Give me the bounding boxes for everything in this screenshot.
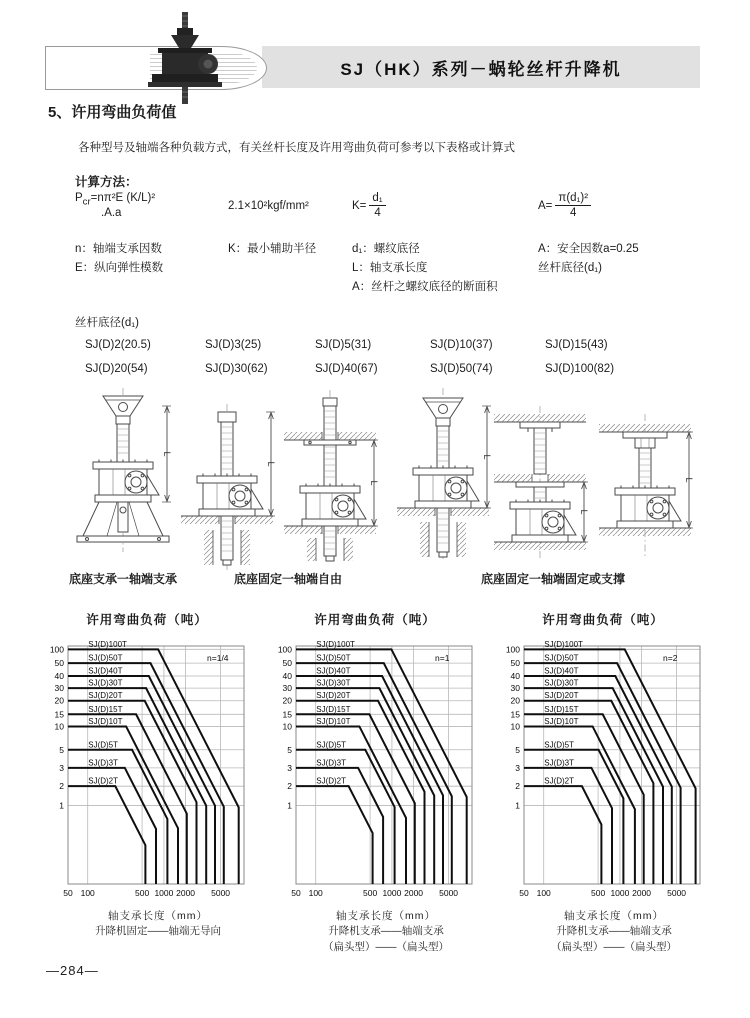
definition-line: d₁：螺纹底径 [352,243,420,255]
series-label: SJ(D)2T [544,776,575,786]
definition-line: E：纵向弹性模数 [75,262,164,274]
chart-title: 许用弯曲负荷（吨） [314,613,436,627]
series-label: SJ(D)3T [88,758,119,768]
formula-a: A= $\frac{\text{π(d₁)²}}{4}$ [538,192,700,219]
chart-footer-line: 升降机支承——轴端支承 [556,925,672,937]
y-axis-tick: 50 [510,658,520,669]
chart-x-axis-label: 轴支承长度（mm） [564,910,664,922]
definition-line: L：轴支承长度 [352,262,428,274]
y-axis-tick: 1 [59,800,64,811]
table-cell: SJ(D)50(74) [430,363,493,375]
y-axis-tick: 1 [287,800,292,811]
y-axis-tick: 2 [515,781,520,792]
page-number: —284— [46,963,99,978]
series-label: SJ(D)100T [544,639,583,649]
table-cell: SJ(D)15(43) [545,339,608,351]
series-label: SJ(D)10T [316,716,351,726]
x-axis-tick: 1000 [382,888,402,898]
y-axis-tick: 5 [287,744,292,755]
symbol-definitions [75,240,700,297]
series-label: SJ(D)3T [316,758,347,768]
definition-line: n：轴端支承因数 [75,243,162,255]
series-label: SJ(D)30T [88,678,123,688]
defs-col-4 [538,240,700,297]
chart-x-axis-label: 轴支承长度（mm） [108,910,208,922]
method-heading: 计算方法： [75,175,138,189]
y-axis-tick: 15 [282,709,292,720]
table-cell: SJ(D)20(54) [85,363,148,375]
series-label: SJ(D)10T [544,716,579,726]
table-cell: SJ(D)10(37) [430,339,493,351]
x-axis-tick: 100 [536,888,551,898]
series-curve [68,786,145,884]
y-axis-tick: 30 [54,683,64,694]
defs-col-1 [75,240,228,297]
drawing-caption-1: 底座支承一轴端支承 [68,572,178,586]
y-axis-tick: 5 [59,744,64,755]
series-curve [68,714,187,884]
chart-plot [38,632,250,902]
dimension-label: L [369,480,379,486]
x-axis-tick: 500 [363,888,378,898]
definition-line: 丝杆底径(d₁) [538,262,602,274]
x-axis-tick: 1000 [154,888,174,898]
series-curve [296,750,395,884]
formula-pcr: $P_{cr}=n\pi^2E$ (K/L)² .A.a [75,192,156,220]
chart-title: 许用弯曲负荷（吨） [86,613,208,627]
chart-footer [494,923,712,955]
definition-line: A：安全因数a=0.25 [538,243,639,255]
series-label: SJ(D)50T [544,653,579,663]
x-axis-tick: 50 [291,888,301,898]
series-label: SJ(D)100T [88,639,127,649]
x-axis-tick: 1000 [610,888,630,898]
series-label: SJ(D)100T [316,639,355,649]
y-axis-tick: 50 [282,658,292,669]
x-axis-tick: 5000 [211,888,231,898]
series-label: SJ(D)20T [316,691,351,701]
x-axis-tick: 50 [519,888,529,898]
bend-load-chart-n2 [494,610,712,955]
series-label: SJ(D)3T [544,758,575,768]
dimension-label: L [482,454,492,460]
series-label: SJ(D)15T [316,704,351,714]
y-axis-tick: 100 [277,644,292,655]
screw-diameter-heading: 丝杆底径(d₁) [75,317,139,329]
series-label: SJ(D)15T [88,704,123,714]
drawing-caption-2: 底座固定一轴端自由 [233,572,343,586]
series-label: SJ(D)30T [544,678,579,688]
series-label: SJ(D)5T [544,740,575,750]
y-axis-tick: 20 [282,695,292,706]
y-axis-tick: 5 [515,744,520,755]
intro-text: 各种型号及轴端各种负载方式，有关丝杆长度及许用弯曲负荷可参考以下表格或计算式 [78,142,515,154]
y-axis-tick: 15 [510,709,520,720]
n-factor-annotation: n=1 [435,653,450,664]
dimension-label: L [684,477,694,483]
pcr-subscript: cr [82,196,91,208]
series-curve [296,786,373,884]
y-axis-tick: 20 [54,695,64,706]
y-axis-tick: 3 [59,762,64,773]
x-axis-tick: 50 [63,888,73,898]
chart-plot [494,632,706,902]
y-axis-tick: 100 [505,644,520,655]
table-cell: SJ(D)5(31) [315,339,372,351]
definition-line: K：最小辅助半径 [228,243,317,255]
table-cell: SJ(D)40(67) [315,363,378,375]
mounting-drawings-figure [45,384,705,594]
x-axis-tick: 5000 [439,888,459,898]
chart-x-axis-label: 轴支承长度（mm） [336,910,436,922]
x-axis-tick: 2000 [176,888,196,898]
x-axis-tick: 100 [308,888,323,898]
defs-col-3 [352,240,538,297]
x-axis-tick: 5000 [667,888,687,898]
series-label: SJ(D)2T [316,776,347,786]
y-axis-tick: 40 [54,671,64,681]
y-axis-tick: 15 [54,709,64,720]
bend-load-chart-n14 [38,610,256,939]
y-axis-tick: 40 [510,671,520,681]
y-axis-tick: 2 [59,781,64,792]
chart-footer-line: 升降机固定——轴端无导向 [95,925,221,937]
table-cell: SJ(D)30(62) [205,363,268,375]
y-axis-tick: 1 [515,800,520,811]
page-title: SJ（HK）系列－蜗轮丝杆升降机 [340,59,622,79]
formula-k: K= $\frac{\text{d₁}}{4}$ [352,192,538,219]
series-label: SJ(D)30T [316,678,351,688]
x-axis-tick: 2000 [404,888,424,898]
series-curve [524,714,644,884]
y-axis-tick: 3 [287,762,292,773]
table-cell: SJ(D)3(25) [205,339,262,351]
chart-footer [266,923,484,955]
dimension-label: L [579,509,589,515]
series-curve [524,786,601,884]
section-title: 5、许用弯曲负荷值 [48,104,177,121]
series-label: SJ(D)50T [316,653,351,663]
series-label: SJ(D)2T [88,776,119,786]
mounting-drawings-svg [45,384,705,589]
defs-col-2 [228,240,352,297]
chart-footer [38,923,256,939]
series-label: SJ(D)40T [88,666,123,676]
series-curve [524,750,623,884]
series-label: SJ(D)5T [316,740,347,750]
chart-plot [266,632,478,902]
x-axis-tick: 500 [135,888,150,898]
chart-title: 许用弯曲负荷（吨） [542,613,664,627]
formula-row [75,192,700,219]
chart-footer-line: 升降机支承——轴端支承 [328,925,444,937]
series-label: SJ(D)50T [88,653,123,663]
x-axis-tick: 100 [80,888,95,898]
bend-load-chart-n1 [266,610,484,955]
chart-footer-line: （扁头型）——（扁头型） [323,941,449,953]
dimension-label: L [266,461,276,467]
dimension-label: L [162,451,172,457]
y-axis-tick: 100 [49,644,64,655]
y-axis-tick: 30 [510,683,520,694]
header-title-box [262,46,700,88]
drawing-caption-3: 底座固定一轴端固定或支撑 [480,572,626,586]
n-factor-annotation: n=2 [663,653,678,664]
series-label: SJ(D)10T [88,716,123,726]
x-axis-tick: 500 [591,888,606,898]
screw-diameter-table [85,333,695,381]
series-label: SJ(D)20T [544,691,579,701]
series-curve [68,750,167,884]
x-axis-tick: 2000 [632,888,652,898]
series-label: SJ(D)40T [544,666,579,676]
n-factor-annotation: n=1/4 [207,653,229,664]
series-label: SJ(D)20T [88,691,123,701]
series-label: SJ(D)5T [88,740,119,750]
y-axis-tick: 40 [282,671,292,681]
y-axis-tick: 2 [287,781,292,792]
series-label: SJ(D)40T [316,666,351,676]
formula-pcr-line2: .A.a [101,207,122,220]
table-cell: SJ(D)100(82) [545,363,615,375]
y-axis-tick: 3 [515,762,520,773]
definition-line: A：丝杆之螺纹底径的断面积 [352,281,498,293]
y-axis-tick: 10 [282,721,292,732]
formula-e-value: 2.1×10²kgf/mm² [228,199,309,212]
y-axis-tick: 30 [282,683,292,694]
y-axis-tick: 10 [510,721,520,732]
series-label: SJ(D)15T [544,704,579,714]
screw-jack-logo-icon [138,12,233,104]
chart-footer-line: （扁头型）——（扁头型） [551,941,677,953]
y-axis-tick: 10 [54,721,64,732]
y-axis-tick: 50 [54,658,64,669]
y-axis-tick: 20 [510,695,520,706]
table-cell: SJ(D)2(20.5) [85,339,151,351]
